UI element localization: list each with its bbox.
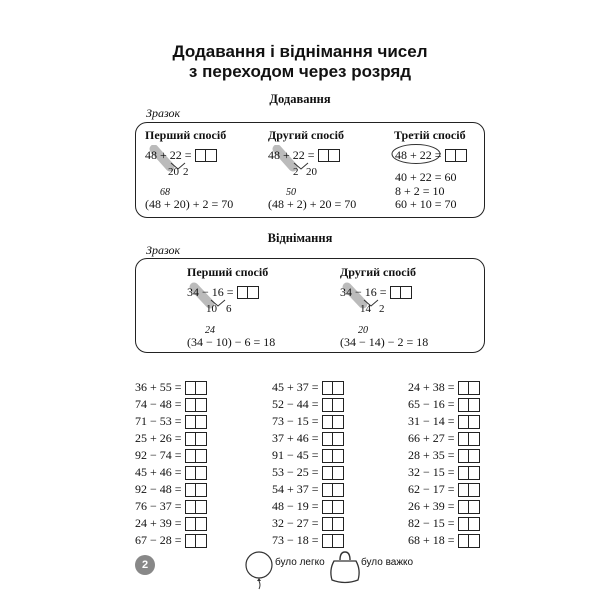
answer-boxes[interactable] <box>322 449 344 463</box>
exercise-text: 48 − 19 = <box>272 499 319 513</box>
subtraction-method2-expression-text: 34 − 16 = <box>340 285 387 299</box>
answer-boxes[interactable] <box>458 449 480 463</box>
answer-boxes[interactable] <box>322 398 344 412</box>
answer-boxes[interactable] <box>322 483 344 497</box>
answer-boxes[interactable] <box>185 517 207 531</box>
subtraction-method2-split-b: 2 <box>379 303 385 315</box>
exercise-item <box>408 448 480 463</box>
answer-boxes[interactable] <box>185 415 207 429</box>
balloon-icon[interactable] <box>240 550 280 590</box>
exercise-item <box>272 482 344 497</box>
subtraction-method1-title: Перший спосіб <box>187 265 269 279</box>
exercise-text: 28 + 35 = <box>408 448 455 462</box>
page-number-badge: 2 <box>135 555 155 575</box>
weight-icon[interactable] <box>328 548 362 586</box>
addition-method1-split-a: 20 <box>168 166 179 178</box>
exercise-item <box>408 499 480 514</box>
exercise-text: 45 + 46 = <box>135 465 182 479</box>
exercise-item <box>135 414 207 429</box>
exercise-item <box>272 397 344 412</box>
page-subtitle: з переходом через розряд <box>188 62 412 81</box>
answer-boxes[interactable] <box>458 483 480 497</box>
easy-label: було легко <box>275 557 325 568</box>
answer-boxes[interactable] <box>322 500 344 514</box>
answer-boxes[interactable] <box>445 149 467 162</box>
addition-sample-label: Зразок <box>146 106 181 120</box>
exercise-item <box>272 431 344 446</box>
subtraction-method1-split-b: 6 <box>226 303 232 315</box>
addition-method1-split-b: 2 <box>183 166 189 178</box>
addition-heading: Додавання <box>269 92 331 106</box>
subtraction-method2-result: (34 − 14) − 2 = 18 <box>340 335 429 349</box>
answer-boxes[interactable] <box>185 381 207 395</box>
exercise-text: 36 + 55 = <box>135 380 182 394</box>
exercise-item <box>135 482 207 497</box>
exercise-item <box>408 533 480 548</box>
exercise-item <box>135 499 207 514</box>
answer-boxes[interactable] <box>318 149 340 162</box>
exercise-text: 24 + 39 = <box>135 516 182 530</box>
addition-method3-title: Третій спосіб <box>394 128 466 142</box>
addition-method1-expression-text: 48 + 22 = <box>145 148 192 162</box>
addition-method3-line1: 40 + 22 = 60 <box>395 170 457 184</box>
answer-boxes[interactable] <box>322 381 344 395</box>
addition-method1-expression <box>145 148 217 163</box>
subtraction-heading: Віднімання <box>267 231 333 245</box>
exercise-text: 25 + 26 = <box>135 431 182 445</box>
exercise-item <box>408 397 480 412</box>
exercise-text: 65 − 16 = <box>408 397 455 411</box>
exercise-text: 32 − 15 = <box>408 465 455 479</box>
addition-method3-line3: 60 + 10 = 70 <box>395 197 457 211</box>
answer-boxes[interactable] <box>322 517 344 531</box>
exercise-text: 45 + 37 = <box>272 380 319 394</box>
answer-boxes[interactable] <box>185 432 207 446</box>
subtraction-method1-expression-text: 34 − 16 = <box>187 285 234 299</box>
exercise-item <box>408 414 480 429</box>
answer-boxes[interactable] <box>390 286 412 299</box>
answer-boxes[interactable] <box>185 500 207 514</box>
addition-method2-title: Другий спосіб <box>268 128 344 142</box>
exercise-item <box>408 465 480 480</box>
addition-method2-expression <box>268 148 340 163</box>
answer-boxes[interactable] <box>185 483 207 497</box>
exercise-item <box>135 465 207 480</box>
answer-boxes[interactable] <box>458 432 480 446</box>
answer-boxes[interactable] <box>322 534 344 548</box>
subtraction-method2-split-a: 14 <box>360 303 371 315</box>
exercise-item <box>135 516 207 531</box>
answer-boxes[interactable] <box>195 149 217 162</box>
exercise-text: 62 − 17 = <box>408 482 455 496</box>
answer-boxes[interactable] <box>458 500 480 514</box>
exercise-item <box>272 465 344 480</box>
exercise-text: 52 − 44 = <box>272 397 319 411</box>
exercise-item <box>408 431 480 446</box>
answer-boxes[interactable] <box>322 432 344 446</box>
exercise-item <box>135 448 207 463</box>
addition-method2-expression-text: 48 + 22 = <box>268 148 315 162</box>
exercise-item <box>135 397 207 412</box>
exercise-item <box>272 516 344 531</box>
addition-method1-title: Перший спосіб <box>145 128 227 142</box>
exercise-text: 71 − 53 = <box>135 414 182 428</box>
exercise-text: 32 − 27 = <box>272 516 319 530</box>
exercise-text: 67 − 28 = <box>135 533 182 547</box>
answer-boxes[interactable] <box>458 415 480 429</box>
exercise-text: 37 + 46 = <box>272 431 319 445</box>
exercise-text: 31 − 14 = <box>408 414 455 428</box>
exercise-item <box>135 431 207 446</box>
subtraction-method1-expression <box>187 285 259 300</box>
exercise-text: 68 + 18 = <box>408 533 455 547</box>
answer-boxes[interactable] <box>185 466 207 480</box>
exercise-text: 92 − 74 = <box>135 448 182 462</box>
page-title: Додавання і віднімання чисел <box>172 42 428 61</box>
addition-method3-expression <box>395 148 467 163</box>
answer-boxes[interactable] <box>185 398 207 412</box>
exercise-text: 24 + 38 = <box>408 380 455 394</box>
subtraction-method2-note: 20 <box>358 325 368 336</box>
addition-method1-result: (48 + 20) + 2 = 70 <box>145 197 234 211</box>
answer-boxes[interactable] <box>322 466 344 480</box>
answer-boxes[interactable] <box>185 534 207 548</box>
exercise-text: 73 − 15 = <box>272 414 319 428</box>
exercise-text: 76 − 37 = <box>135 499 182 513</box>
exercise-item <box>272 380 344 395</box>
exercise-text: 74 − 48 = <box>135 397 182 411</box>
answer-boxes[interactable] <box>185 449 207 463</box>
exercise-item <box>408 516 480 531</box>
addition-method1-note: 68 <box>160 187 170 198</box>
exercise-item <box>408 380 480 395</box>
answer-boxes[interactable] <box>322 415 344 429</box>
exercise-text: 82 − 15 = <box>408 516 455 530</box>
subtraction-method1-note: 24 <box>205 325 215 336</box>
exercise-text: 54 + 37 = <box>272 482 319 496</box>
exercise-item <box>272 533 344 548</box>
exercise-text: 91 − 45 = <box>272 448 319 462</box>
subtraction-method2-title: Другий спосіб <box>340 265 416 279</box>
answer-boxes[interactable] <box>458 381 480 395</box>
subtraction-method1-split-a: 10 <box>206 303 217 315</box>
exercise-text: 26 + 39 = <box>408 499 455 513</box>
exercise-item <box>135 380 207 395</box>
hard-label: було важко <box>361 557 414 568</box>
addition-method2-split-a: 2 <box>293 166 299 178</box>
subtraction-sample-label: Зразок <box>146 243 181 257</box>
exercise-item <box>408 482 480 497</box>
exercise-text: 53 − 25 = <box>272 465 319 479</box>
answer-boxes[interactable] <box>237 286 259 299</box>
exercise-item <box>272 499 344 514</box>
answer-boxes[interactable] <box>458 534 480 548</box>
addition-method3-expression-text: 48 + 22 = <box>395 148 442 162</box>
addition-method3-line2: 8 + 2 = 10 <box>395 184 445 198</box>
addition-method2-result: (48 + 2) + 20 = 70 <box>268 197 357 211</box>
subtraction-method1-result: (34 − 10) − 6 = 18 <box>187 335 276 349</box>
answer-boxes[interactable] <box>458 398 480 412</box>
exercise-item <box>272 414 344 429</box>
subtraction-method2-expression <box>340 285 412 300</box>
exercise-text: 66 + 27 = <box>408 431 455 445</box>
answer-boxes[interactable] <box>458 466 480 480</box>
addition-method2-split-b: 20 <box>306 166 317 178</box>
exercise-item <box>135 533 207 548</box>
exercise-text: 73 − 18 = <box>272 533 319 547</box>
exercise-item <box>272 448 344 463</box>
addition-method2-note: 50 <box>286 187 296 198</box>
exercise-text: 92 − 48 = <box>135 482 182 496</box>
answer-boxes[interactable] <box>458 517 480 531</box>
